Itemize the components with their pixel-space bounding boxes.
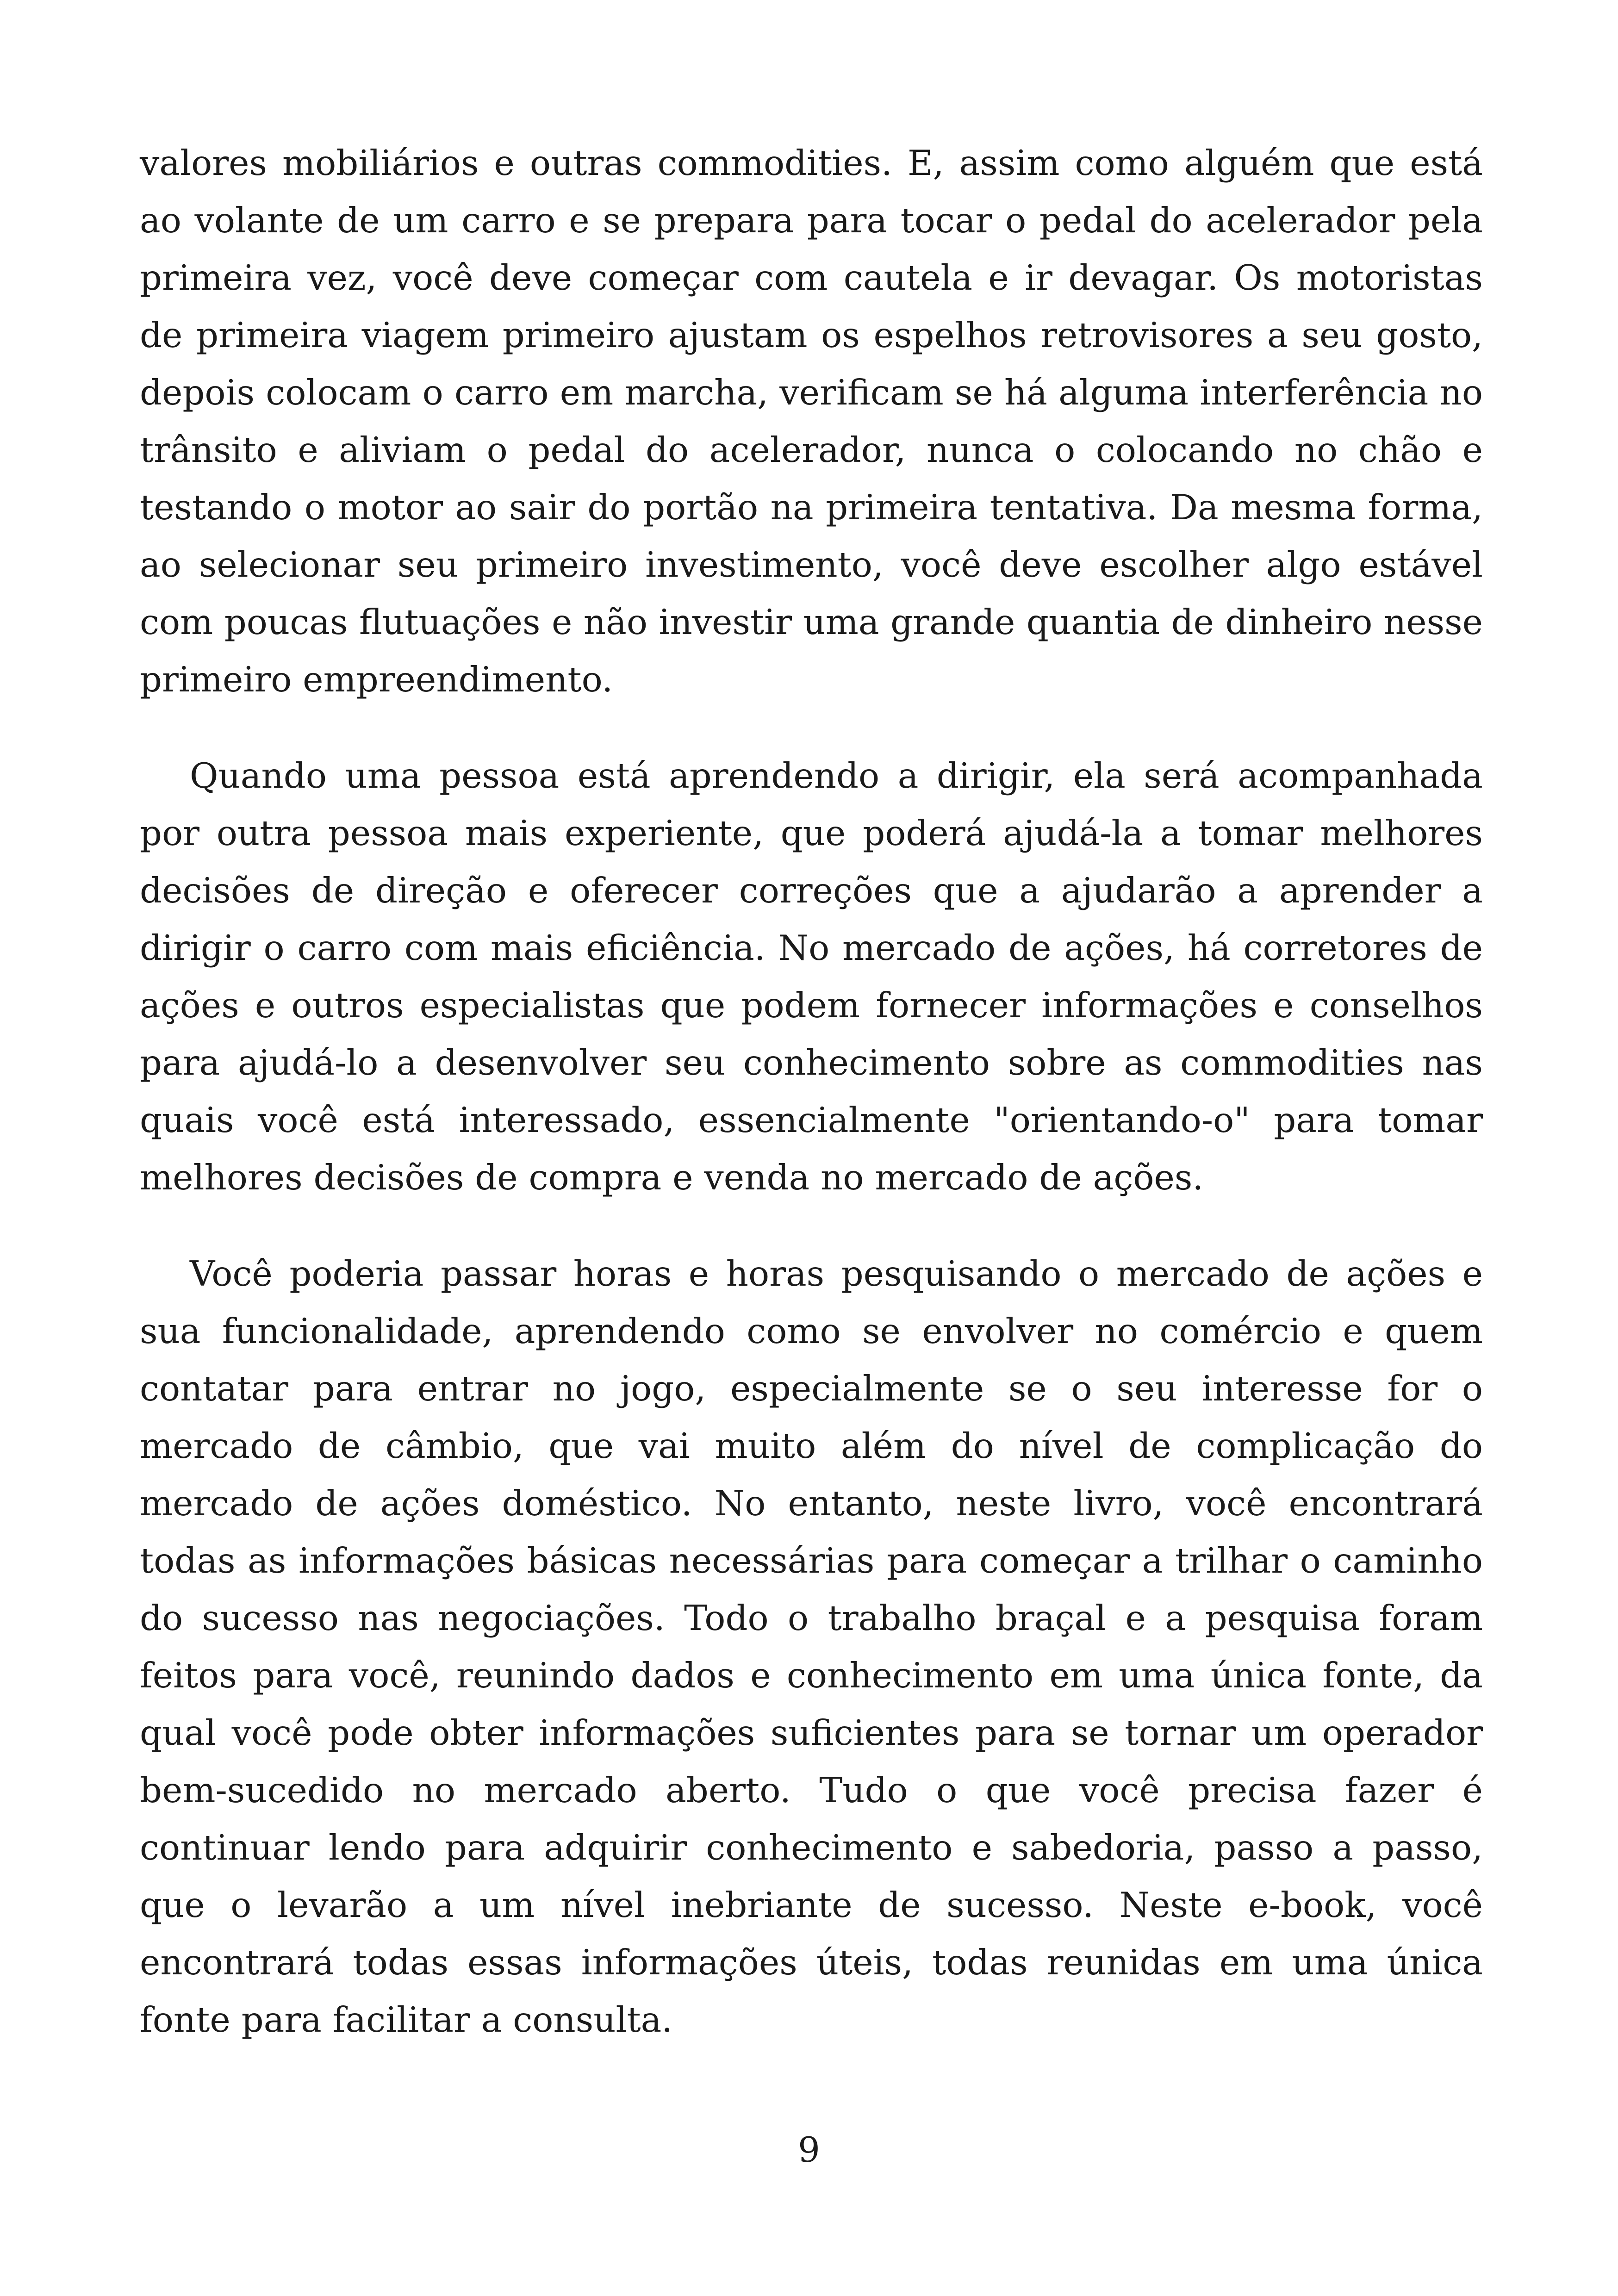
body-text <box>140 134 1483 2048</box>
paragraph-1: valores mobiliários e outras commodities. E, assim como alguém que está ao volante de um carro e se prepara para tocar o pedal do acelerador pela primeira vez, você deve começar com cautela e ir devagar. Os motoristas de primeira viagem primeiro ajustam os espelhos retrovisores a seu gosto, depois colocam o carro em marcha, verificam se há alguma interferência no trânsito e aliviam o pedal do acelerador, nunca o colocando no chão e testando o motor ao sair do portão na primeira tentativa. Da mesma forma, ao selecionar seu primeiro investimento, você deve escolher algo estável com poucas flutuações e não investir uma grande quantia de dinheiro nesse primeiro empreendimento. <box>140 143 1483 700</box>
paragraph-2: Quando uma pessoa está aprendendo a dirigir, ela será acompanhada por outra pessoa mais experiente, que poderá ajudá-la a tomar melhores decisões de direção e oferecer correções que a ajudarão a aprender a dirigir o carro com mais eficiência. No mercado de ações, há corretores de ações e outros especialistas que podem fornecer informações e conselhos para ajudá-lo a desenvolver seu conhecimento sobre as commodities nas quais você está interessado, essencialmente "orientando-o" para tomar melhores decisões de compra e venda no mercado de ações. <box>140 755 1483 1198</box>
page-number: 9 <box>798 2129 820 2170</box>
paragraph-3: Você poderia passar horas e horas pesquisando o mercado de ações e sua funcionalidade, aprendendo como se envolver no comércio e quem contatar para entrar no jogo, especialmente se o seu interesse for o mercado de câmbio, que vai muito além do nível de complicação do mercado de ações doméstico. No entanto, neste livro, você encontrará todas as informações básicas necessárias para começar a trilhar o caminho do sucesso nas negociações. Todo o trabalho braçal e a pesquisa foram feitos para você, reunindo dados e conhecimento em uma única fonte, da qual você pode obter informações suficientes para se tornar um operador bem-sucedido no mercado aberto. Tudo o que você precisa fazer é continuar lendo para adquirir conhecimento e sabedoria, passo a passo, que o levarão a um nível inebriante de sucesso. Neste e-book, você encontrará todas essas informações úteis, todas reunidas em uma única fonte para facilitar a consulta. <box>140 1253 1483 2040</box>
